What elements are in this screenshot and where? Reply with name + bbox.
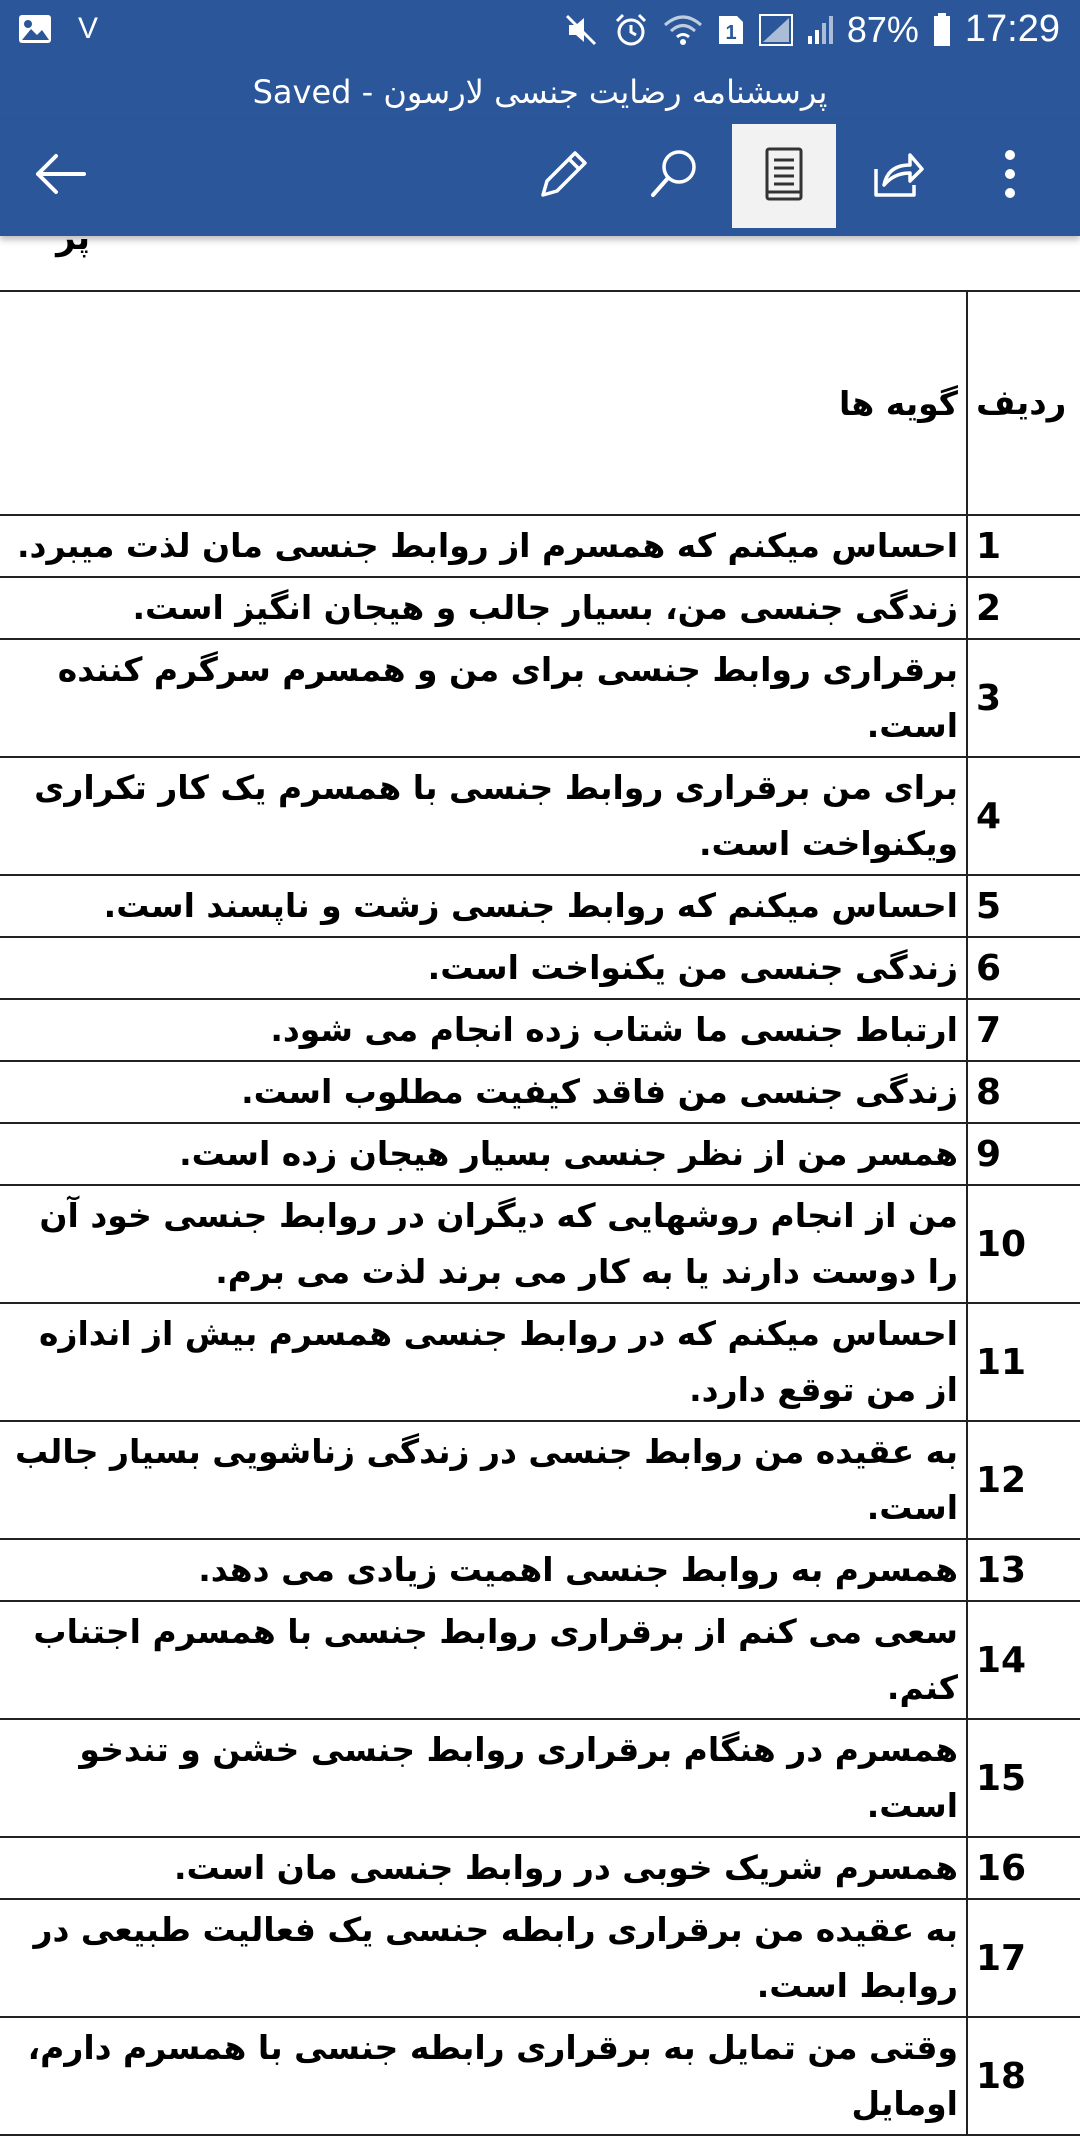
row-statement: زندگی جنسی من فاقد کیفیت مطلوب است. — [0, 1061, 967, 1123]
wifi-icon — [663, 13, 703, 47]
clock: 17:29 — [964, 8, 1060, 50]
edit-button[interactable] — [512, 124, 616, 228]
more-options-button[interactable] — [958, 124, 1062, 228]
back-arrow-icon — [32, 152, 88, 200]
table-row — [0, 1061, 1080, 1123]
row-number: 4 — [967, 757, 1080, 875]
row-statement: احساس میکنم که در روابط جنسی همسرم بیش از اندازه از من توقع دارد. — [0, 1303, 967, 1421]
table-row — [0, 757, 1080, 875]
row-statement: زندگی جنسی من، بسیار جالب و هیجان انگیز است. — [0, 577, 967, 639]
toolbar — [0, 120, 1080, 236]
status-bar — [0, 0, 1080, 64]
row-number: 10 — [967, 1185, 1080, 1303]
table-row — [0, 577, 1080, 639]
row-number: 6 — [967, 937, 1080, 999]
table-row — [0, 999, 1080, 1061]
row-number: 12 — [967, 1421, 1080, 1539]
row-statement: به عقیده من برقراری رابطه جنسی یک فعالیت طبیعی در روابط است. — [0, 1899, 967, 2017]
share-icon — [870, 149, 926, 203]
table-header-row — [0, 291, 1080, 515]
row-number: 7 — [967, 999, 1080, 1061]
alarm-icon — [613, 12, 649, 48]
signal1-icon — [759, 14, 793, 46]
back-button[interactable] — [8, 124, 112, 228]
row-statement: احساس میکنم که روابط جنسی زشت و ناپسند است. — [0, 875, 967, 937]
document-body[interactable] — [0, 218, 1080, 2123]
row-statement: برای من برقراری روابط جنسی با همسرم یک کار تکراری ویکنواخت است. — [0, 757, 967, 875]
table-row — [0, 1123, 1080, 1185]
table-row — [0, 1719, 1080, 1837]
table-row — [0, 937, 1080, 999]
row-number: 9 — [967, 1123, 1080, 1185]
row-statement: به عقیده من روابط جنسی در زندگی زناشویی بسیار جالب است. — [0, 1421, 967, 1539]
row-number: 2 — [967, 577, 1080, 639]
row-number: 15 — [967, 1719, 1080, 1837]
row-statement: زندگی جنسی من یکنواخت است. — [0, 937, 967, 999]
table-row — [0, 1185, 1080, 1303]
row-statement: همسر من از نظر جنسی بسیار هیجان زده است. — [0, 1123, 967, 1185]
row-number: 8 — [967, 1061, 1080, 1123]
battery-percent: 87% — [846, 8, 919, 50]
row-number: 13 — [967, 1539, 1080, 1601]
image-icon — [18, 14, 52, 44]
table-row — [0, 1539, 1080, 1601]
search-icon — [647, 147, 701, 205]
more-options-icon — [1003, 149, 1017, 203]
header-index: ردیف — [967, 291, 1080, 515]
row-number: 11 — [967, 1303, 1080, 1421]
reading-view-button[interactable] — [732, 124, 836, 228]
row-number: 18 — [967, 2017, 1080, 2135]
share-button[interactable] — [846, 124, 950, 228]
reading-view-icon — [764, 146, 804, 206]
svg-text:1: 1 — [725, 21, 737, 44]
row-number: 17 — [967, 1899, 1080, 2017]
table-row — [0, 1837, 1080, 1899]
document-title: پرسشنامه رضایت جنسی لارسون - Saved — [0, 64, 1080, 120]
table-row — [0, 515, 1080, 577]
header-statement: گویه ها — [0, 291, 967, 515]
v-icon: V — [78, 12, 99, 45]
truncated-text: پر — [56, 218, 90, 258]
table-row — [0, 639, 1080, 757]
row-number: 5 — [967, 875, 1080, 937]
sim1-icon — [717, 14, 745, 46]
row-number: 1 — [967, 515, 1080, 577]
questionnaire-table — [0, 290, 1080, 2136]
signal2-icon — [807, 14, 833, 46]
battery-icon — [933, 13, 951, 47]
table-row — [0, 1601, 1080, 1719]
mute-icon — [563, 12, 599, 48]
table-row — [0, 1303, 1080, 1421]
table-row — [0, 1421, 1080, 1539]
row-number: 16 — [967, 1837, 1080, 1899]
table-row — [0, 2017, 1080, 2135]
row-statement: همسرم شریک خوبی در روابط جنسی مان است. — [0, 1837, 967, 1899]
row-number: 3 — [967, 639, 1080, 757]
row-statement: ارتباط جنسی ما شتاب زده انجام می شود. — [0, 999, 967, 1061]
row-statement: سعی می کنم از برقراری روابط جنسی با همسرم اجتناب کنم. — [0, 1601, 967, 1719]
row-statement: برقراری روابط جنسی برای من و همسرم سرگرم کننده است. — [0, 639, 967, 757]
row-statement: همسرم در هنگام برقراری روابط جنسی خشن و تندخو است. — [0, 1719, 967, 1837]
table-row — [0, 875, 1080, 937]
edit-pencil-icon — [537, 147, 591, 205]
row-statement: احساس میکنم که همسرم از روابط جنسی مان لذت میبرد. — [0, 515, 967, 577]
row-number: 14 — [967, 1601, 1080, 1719]
row-statement: وقتی من تمایل به برقراری رابطه جنسی با همسرم دارم، اومایل — [0, 2017, 967, 2135]
row-statement: من از انجام روشهایی که دیگران در روابط جنسی خود آن را دوست دارند یا به کار می برند لذت می برم. — [0, 1185, 967, 1303]
row-statement: همسرم به روابط جنسی اهمیت زیادی می دهد. — [0, 1539, 967, 1601]
search-button[interactable] — [622, 124, 726, 228]
table-row — [0, 1899, 1080, 2017]
